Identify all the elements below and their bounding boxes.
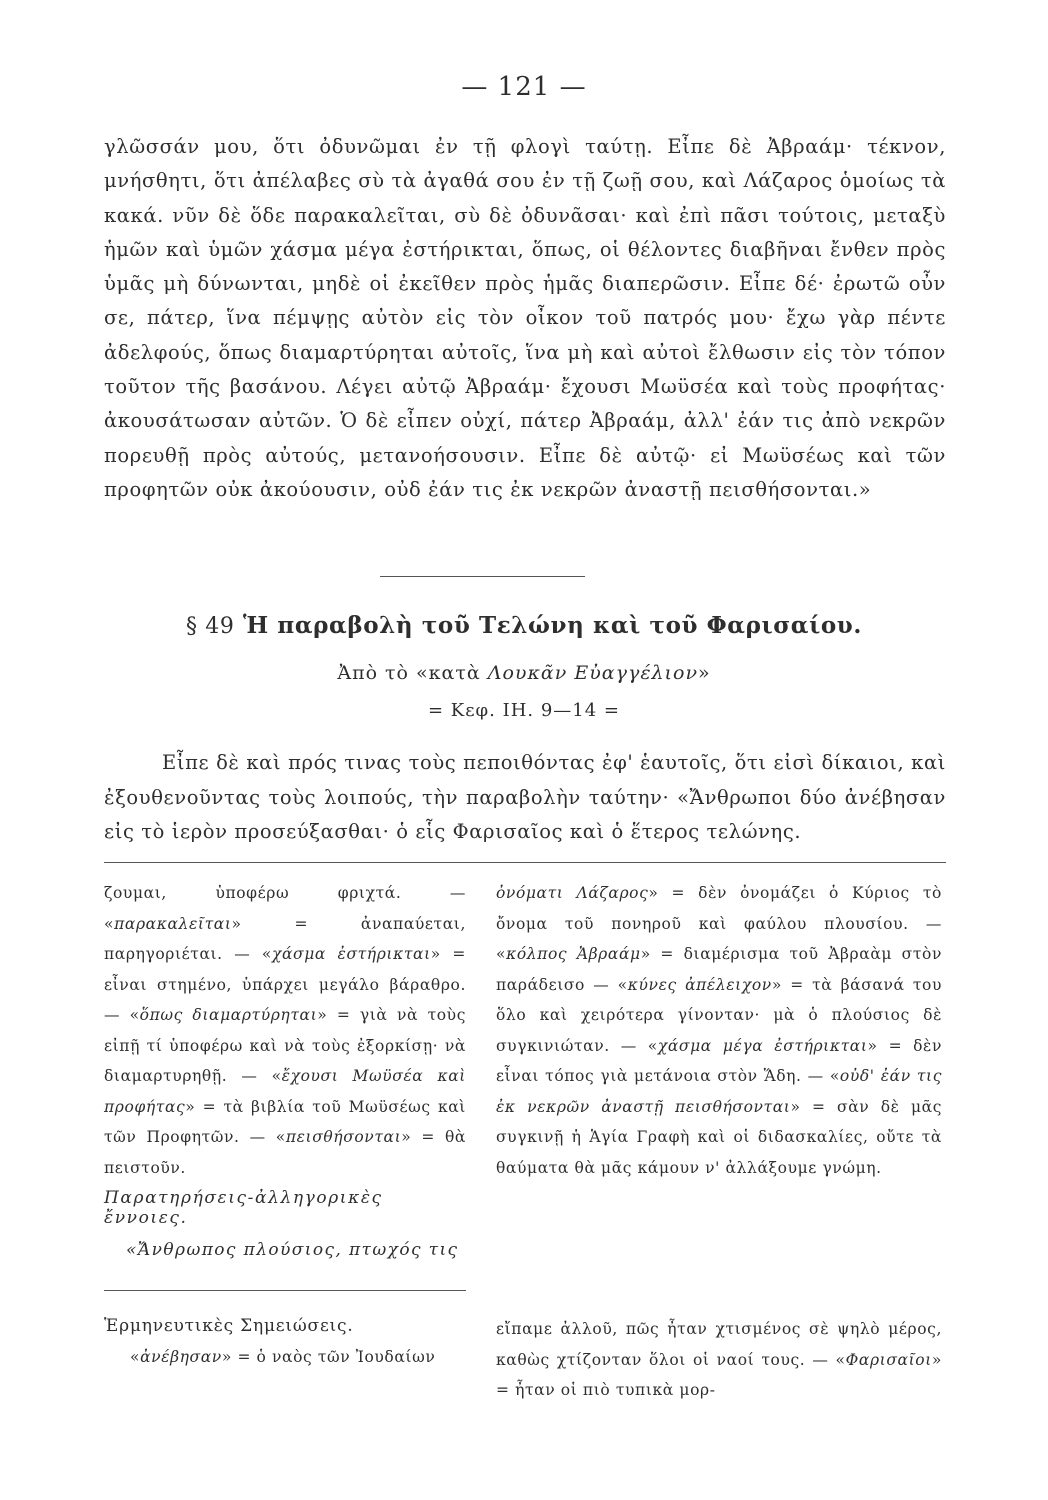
note-term: παρακαλεῖται [114, 914, 232, 933]
section-heading [0, 612, 1048, 639]
hermeneutic-heading: Ἑρμηνευτικὲς Σημειώσεις. [104, 1316, 354, 1336]
note-text: » = εἶναι στημένο, ὑπάρχει μεγάλο βάραθρο. — « [104, 945, 466, 1024]
note-term: χάσμα ἐστήρικται [272, 945, 431, 963]
section-divider [380, 576, 585, 577]
source-line [0, 662, 1048, 684]
chapter-reference: = Κεφ. ΙΗ. 9—14 = [427, 700, 621, 721]
page-number: — 121 — [461, 72, 587, 102]
hermeneutic-first-line [130, 1348, 466, 1366]
note-term: κύνες ἀπέλειχον [627, 975, 772, 994]
note-term: χάσμα μέγα ἐστήρικται [657, 1036, 868, 1055]
right-tail-term: Φαρισαῖοι [845, 1350, 932, 1369]
herm-term: ἀνέβησαν [140, 1348, 222, 1366]
main-paragraph: γλῶσσάν μου, ὅτι ὀδυνῶμαι ἐν τῇ φλογὶ ταύτῃ. Εἶπε δὲ Ἀβραάμ· τέκνον, μνήσθητι, ὅτι ἀπέλαβες σὺ τὰ ἀγαθά σου ἐν τῇ ζωῇ σου, καὶ Λάζαρος ὁμοίως τὰ κακά. νῦν δὲ ὅδε παρακαλεῖται, σὺ δὲ ὀδυνᾶσαι· καὶ ἐπὶ πᾶσι τούτοις, μεταξὺ ἡμῶν καὶ ὑμῶν χάσμα μέγα ἐστήρικται, ὅπως, οἱ θέλοντες διαβῆναι ἔνθεν πρὸς ὑμᾶς μὴ δύνωνται, μηδὲ οἱ ἐκεῖθεν πρὸς ἡμᾶς διαπερῶσιν. Εἶπε δέ· ἐρωτῶ οὖν σε, πάτερ, ἵνα πέμψῃς αὐτὸν εἰς τὸν οἶκον τοῦ πατρός μου· ἔχω γὰρ πέντε ἀδελφούς, ὅπως διαμαρτύρηται αὐτοῖς, ἵνα μὴ καὶ αὐτοὶ ἔλθωσιν εἰς τὸν τόπον τοῦτον τῆς βασάνου. Λέγει αὐτῷ Ἀβραάμ· ἔχουσι Μωϋσέα καὶ τοὺς προφήτας· ἀκουσάτωσαν αὐτῶν. Ὁ δὲ εἶπεν οὐχί, πάτερ Ἀβραάμ, ἀλλ' ἐάν τις ἀπὸ νεκρῶν πορευθῇ πρὸς αὐτούς, μετανοήσουσιν. Εἶπε δὲ αὐτῷ· εἰ Μωϋσέως καὶ τῶν προφητῶν οὐκ ἀκούουσιν, οὐδ ἐάν τις ἐκ νεκρῶν ἀναστῇ πεισθήσονται.» [104, 135, 946, 501]
note-text: ζουμαι, ὑποφέρω φριχτά. — « [104, 884, 466, 933]
source-suffix: » [698, 662, 711, 684]
footnote-divider [104, 862, 946, 863]
section-paragraph: Εἶπε δὲ καὶ πρός τινας τοὺς πεποιθόντας ἐφ' ἑαυτοῖς, ὅτι εἰσὶ δίκαιοι, καὶ ἐξουθενοῦντας τοὺς λοιπούς, τὴν παραβολὴν ταύτην· «Ἄνθρωποι δύο ἀνέβησαν εἰς τὸ ἱερὸν προσεύξασθαι· ὁ εἷς Φαρισαῖος καὶ ὁ ἕτερος τελώνης. [104, 751, 946, 843]
herm-prefix: « [130, 1348, 141, 1366]
notes-left-paragraph [104, 878, 466, 1183]
notes-divider [104, 1290, 466, 1291]
observations-heading: Παρατηρήσεις-ἀλληγορικὲς ἔννοιες. [104, 1188, 383, 1228]
section-title: Ἡ παραβολὴ τοῦ Τελώνη καὶ τοῦ Φαρισαίου. [243, 612, 862, 639]
right-tail-prefix: εἴπαμε ἀλλοῦ, πῶς ἦταν χτισμένος σὲ ψηλὸ μέρος, καθὼς χτίζονταν ὅλοι οἱ ναοί τους. — « [496, 1320, 942, 1369]
note-term: ὅπως διαμαρτύρηται [139, 1006, 318, 1024]
note-text: » = τὰ βάσανά του ὅλο καὶ χειρότερα γίνονταν· μὰ ὁ πλούσιος δὲ συγκινιώταν. — « [496, 975, 942, 1055]
observations-quote: «Ἄνθρωπος πλούσιος, πτωχός τις [126, 1240, 459, 1260]
note-term: ἔχουσι Μωϋσέα καὶ προφήτας [104, 1067, 466, 1116]
herm-rest: » = ὁ ναὸς τῶν Ἰουδαίων [221, 1348, 436, 1366]
source-title: Λουκᾶν Εὐαγγέλιον [487, 662, 698, 684]
note-text: » = ἀναπαύεται, παρηγοριέται. — « [104, 914, 466, 963]
section-number: § 49 [186, 614, 235, 639]
note-text: » = τὰ βιβλία τοῦ Μωϋσέως καὶ τῶν Προφητῶν. — « [104, 1097, 466, 1146]
note-term: ὀνόματι Λάζαρος [496, 884, 649, 902]
note-text: » = δὲν ὀνομάζει ὁ Κύριος τὸ ὄνομα τοῦ πονηροῦ καὶ φαύλου πλουσίου. — « [496, 884, 942, 963]
right-tail-rest: » = ἦταν οἱ πιὸ τυπικὰ μορ- [496, 1350, 942, 1399]
notes-left-column [104, 878, 466, 1183]
note-text: » = γιὰ νὰ τοὺς εἰπῇ τί ὑποφέρω καὶ νὰ τοὺς ἐξορκίσῃ· νὰ διαμαρτυρηθῇ. — « [104, 1006, 466, 1085]
note-text: » = δὲν εἶναι τόπος γιὰ μετάνοια στὸν Ἅδη. — « [496, 1036, 942, 1085]
notes-right-column [496, 878, 942, 1183]
right-tail-paragraph [496, 1314, 942, 1406]
note-term: πεισθήσονται [285, 1128, 402, 1146]
note-term: κόλπος Ἀβραάμ [506, 945, 641, 963]
main-text-block [104, 130, 946, 507]
note-term: οὐδ' ἐάν τις ἐκ νεκρῶν ἀναστῇ πεισθήσονται [496, 1067, 942, 1116]
source-prefix: Ἀπὸ τὸ «κατὰ [337, 662, 481, 684]
note-text: » = διαμέρισμα τοῦ Ἀβραὰμ στὸν παράδεισο — « [496, 945, 942, 994]
note-text: » = σὰν δὲ μᾶς συγκινῇ ἡ Ἁγία Γραφὴ καὶ οἱ διδασκαλίες, οὔτε τὰ θαύματα θὰ μᾶς κάμουν ν' ἀλλάξουμε γνώμη. [496, 1097, 943, 1177]
note-text: » = θὰ πειστοῦν. [104, 1128, 466, 1177]
notes-right-paragraph [496, 878, 942, 1183]
right-column-tail [496, 1314, 942, 1406]
